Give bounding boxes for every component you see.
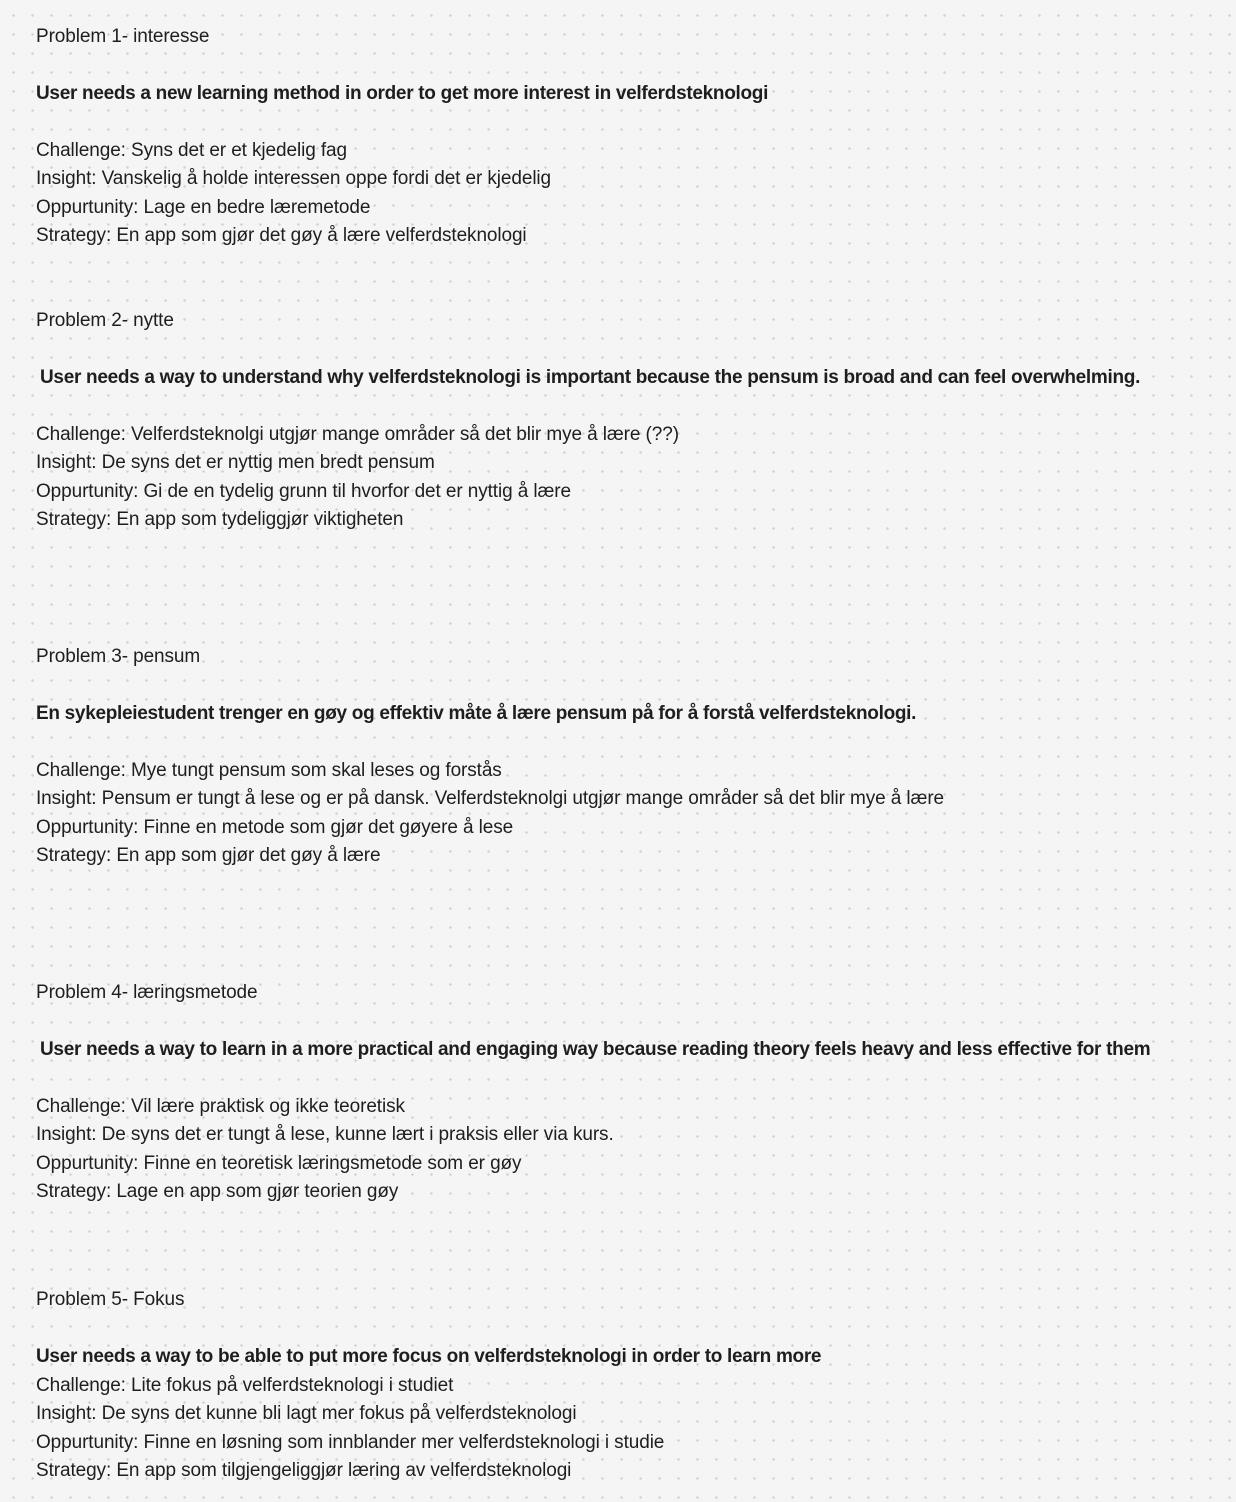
problem-title[interactable]: Problem 4- læringsmetode bbox=[36, 982, 258, 1003]
problem-statement[interactable]: En sykepleiestudent trenger en gøy og effektiv måte å lære pensum på for å forstå velferdsteknologi. bbox=[36, 703, 917, 724]
challenge-text[interactable]: Challenge: Lite fokus på velferdsteknologi i studiet bbox=[36, 1375, 454, 1396]
strategy-text[interactable]: Strategy: En app som tilgjengeliggjør læring av velferdsteknologi bbox=[36, 1460, 572, 1481]
challenge-text[interactable]: Challenge: Syns det er et kjedelig fag bbox=[36, 140, 347, 161]
challenge-text[interactable]: Challenge: Mye tungt pensum som skal leses og forstås bbox=[36, 760, 502, 781]
insight-text[interactable]: Insight: Vanskelig å holde interessen oppe fordi det er kjedelig bbox=[36, 168, 552, 189]
insight-text[interactable]: Insight: De syns det er nyttig men bredt pensum bbox=[36, 452, 435, 473]
problem-statement[interactable]: User needs a way to be able to put more focus on velferdsteknologi in order to learn more bbox=[36, 1346, 822, 1367]
problem-title[interactable]: Problem 5- Fokus bbox=[36, 1289, 185, 1310]
challenge-text[interactable]: Challenge: Vil lære praktisk og ikke teoretisk bbox=[36, 1096, 405, 1117]
strategy-text[interactable]: Strategy: En app som gjør det gøy å lære velferdsteknologi bbox=[36, 225, 527, 246]
opportunity-text[interactable]: Oppurtunity: Finne en teoretisk læringsmetode som er gøy bbox=[36, 1153, 522, 1174]
challenge-text[interactable]: Challenge: Velferdsteknolgi utgjør mange områder så det blir mye å lære (??) bbox=[36, 424, 679, 445]
opportunity-text[interactable]: Oppurtunity: Gi de en tydelig grunn til hvorfor det er nyttig å lære bbox=[36, 481, 571, 502]
problem-title[interactable]: Problem 1- interesse bbox=[36, 26, 210, 47]
problem-statement[interactable]: User needs a way to learn in a more practical and engaging way because reading theory feels heavy and less effective for them bbox=[40, 1039, 1151, 1060]
problem-title[interactable]: Problem 2- nytte bbox=[36, 310, 174, 331]
strategy-text[interactable]: Strategy: Lage en app som gjør teorien gøy bbox=[36, 1181, 399, 1202]
insight-text[interactable]: Insight: De syns det er tungt å lese, kunne lært i praksis eller via kurs. bbox=[36, 1124, 614, 1145]
problem-statement[interactable]: User needs a new learning method in order to get more interest in velferdsteknologi bbox=[36, 83, 769, 104]
problem-title[interactable]: Problem 3- pensum bbox=[36, 646, 201, 667]
opportunity-text[interactable]: Oppurtunity: Lage en bedre læremetode bbox=[36, 197, 371, 218]
strategy-text[interactable]: Strategy: En app som tydeliggjør viktigheten bbox=[36, 509, 404, 530]
insight-text[interactable]: Insight: De syns det kunne bli lagt mer fokus på velferdsteknologi bbox=[36, 1403, 577, 1424]
strategy-text[interactable]: Strategy: En app som gjør det gøy å lære bbox=[36, 845, 381, 866]
problem-statement[interactable]: User needs a way to understand why velferdsteknologi is important because the pensum is broad and can feel overwhelming. bbox=[40, 367, 1141, 388]
insight-text[interactable]: Insight: Pensum er tungt å lese og er på dansk. Velferdsteknolgi utgjør mange områder så det blir mye å lære bbox=[36, 788, 945, 809]
opportunity-text[interactable]: Oppurtunity: Finne en metode som gjør det gøyere å lese bbox=[36, 817, 514, 838]
opportunity-text[interactable]: Oppurtunity: Finne en løsning som innblander mer velferdsteknologi i studie bbox=[36, 1432, 665, 1453]
